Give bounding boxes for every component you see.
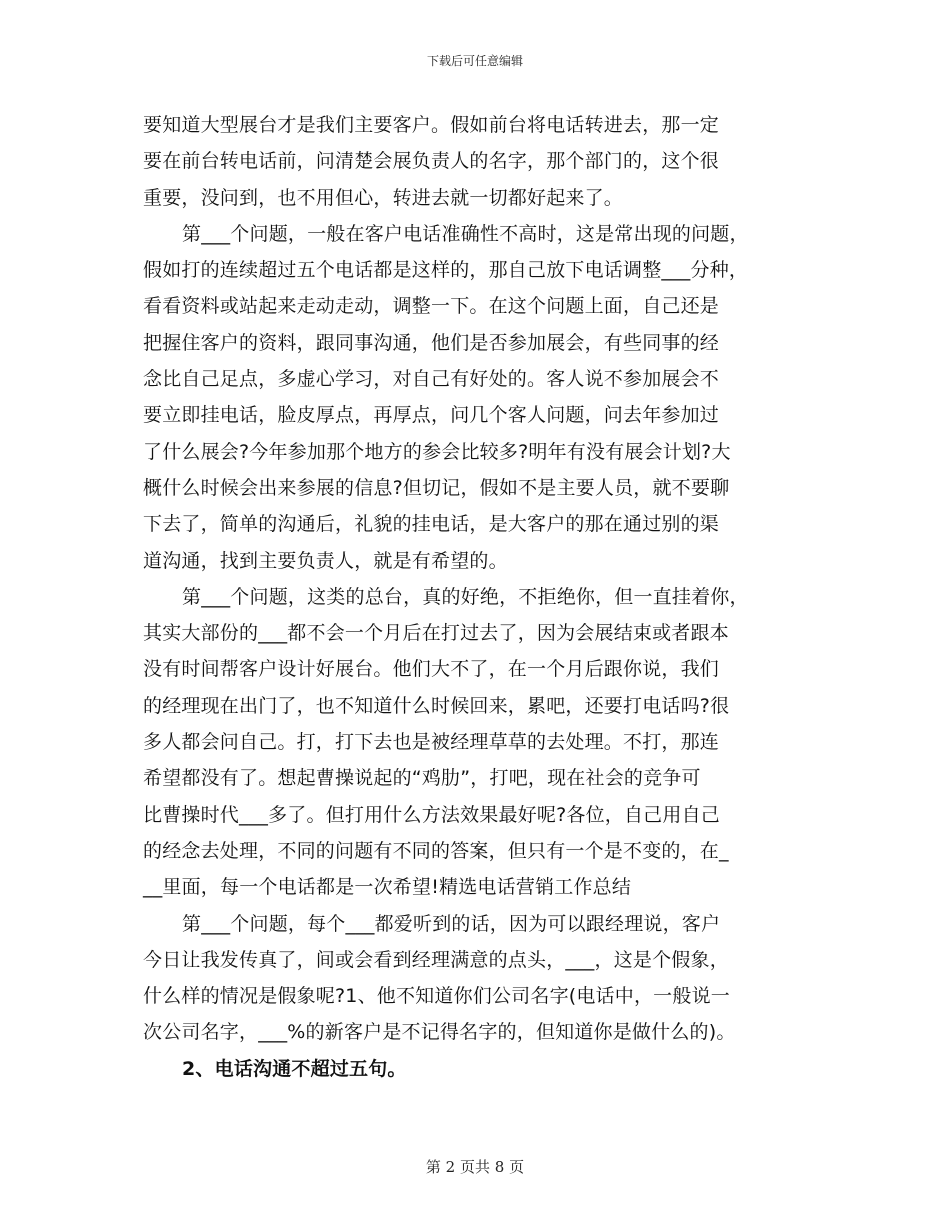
text-line: 没有时间帮客户设计好展台。他们大不了，在一个月后跟你说，我们: [143, 658, 720, 681]
text-line: 要在前台转电话前，问清楚会展负责人的名字，那个部门的，这个很: [143, 150, 720, 173]
text-line: 概什么时候会出来参展的信息?但切记，假如不是主要人员，就不要聊: [143, 476, 730, 499]
text-line: 比曹操时代___多了。但打用什么方法效果最好呢?各位，自己用自己: [143, 803, 720, 826]
text-line: 重要，没问到，也不用但心，转进去就一切都好起来了。: [143, 186, 624, 209]
text-line: 念比自己足点，多虚心学习，对自己有好处的。客人说不参加展会不: [143, 368, 720, 391]
text-line: 多人都会问自己。打，打下去也是被经理草草的去处理。不打，那连: [143, 731, 720, 754]
text-line: 今日让我发传真了，间或会看到经理满意的点头，___，这是个假象，: [143, 948, 729, 971]
text-line: __里面，每一个电话都是一次希望!精选电话营销工作总结: [143, 876, 632, 899]
text-line: 看看资料或站起来走动走动，调整一下。在这个问题上面，自己还是: [143, 295, 720, 318]
page-header: 下载后可任意编辑: [426, 54, 523, 68]
text-line: 要知道大型展台才是我们主要客户。假如前台将电话转进去，那一定: [143, 114, 720, 136]
text-line: 希望都没有了。想起曹操说起的“鸡肋”，打吧，现在社会的竞争可: [143, 767, 701, 790]
text-line: 了什么展会?今年参加那个地方的参会比较多?明年有没有展会计划?大: [143, 440, 731, 463]
text-line: 的经念去处理，不同的问题有不同的答案，但只有一个是不变的，在_: [143, 839, 729, 862]
text-line: 的经理现在出门了，也不知道什么时候回来，累吧，还要打电话吗?很: [143, 694, 730, 717]
text-line: 其实大部份的___都不会一个月后在打过去了，因为会展结束或者跟本: [143, 622, 729, 645]
paragraph-start-line: 第___个问题，一般在客户电话准确性不高时，这是常出现的问题，: [182, 222, 749, 245]
text-line: 道沟通，找到主要负责人，就是有希望的。: [143, 549, 508, 572]
text-line: 把握住客户的资料，跟同事沟通，他们是否参加展会，有些同事的经: [143, 331, 720, 354]
section-heading: 2、电话沟通不超过五句。: [182, 1057, 407, 1080]
page-footer: 第 2 页共 8 页: [425, 1158, 525, 1176]
text-line: 次公司名字，___%的新客户是不记得名字的，但知道你是做什么的)。: [143, 1021, 736, 1044]
text-line: 假如打的连续超过五个电话都是这样的，那自己放下电话调整___分种，: [143, 259, 749, 282]
paragraph-start-line: 第___个问题，这类的总台，真的好绝，不拒绝你，但一直挂着你，: [182, 585, 749, 608]
text-line: 什么样的情况是假象呢?1、他不知道你们公司名字(电话中，一般说一: [143, 985, 730, 1008]
text-line: 下去了，简单的沟通后，礼貌的挂电话，是大客户的那在通过别的渠: [143, 513, 720, 536]
document-body: [143, 107, 808, 1087]
paragraph-start-line: 第___个问题，每个___都爱听到的话，因为可以跟经理说，客户: [182, 912, 721, 935]
text-line: 要立即挂电话，脸皮厚点，再厚点，问几个客人问题，问去年参加过: [143, 404, 720, 427]
